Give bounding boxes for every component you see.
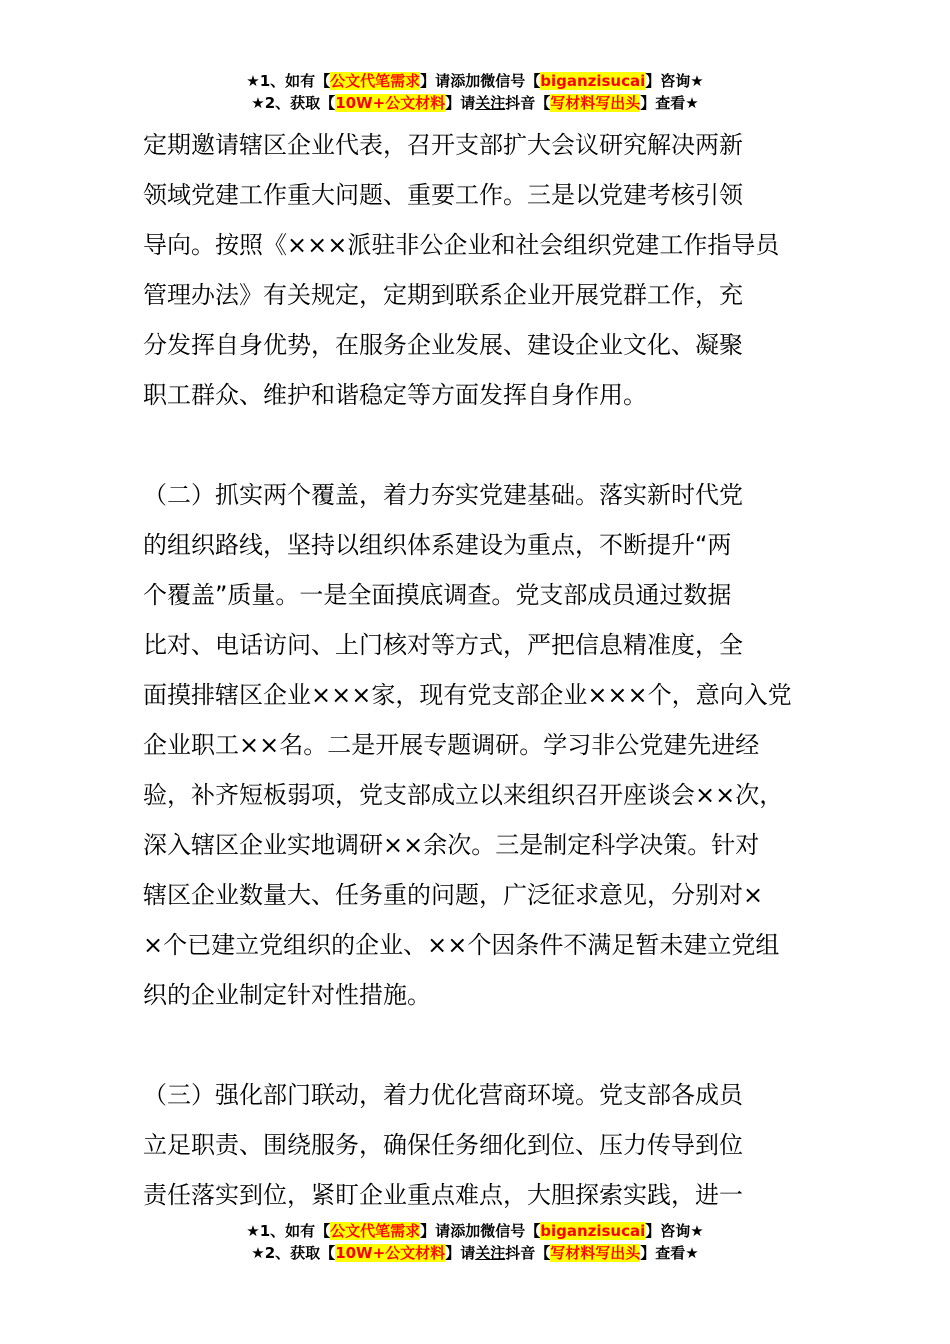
banner-text: 抖音【 [505, 1244, 551, 1262]
text-line: 辖区企业数量大、任务重的问题，广泛征求意见，分别对× [143, 881, 764, 909]
banner-highlight: 公文代笔需求 [330, 1222, 421, 1240]
banner-text: 微信号【 [480, 72, 541, 90]
text-line: （三）强化部门联动，着力优化营商环境。党支部各成员 [143, 1081, 743, 1109]
banner-text: 】咨询★ [645, 1222, 704, 1240]
paragraph-2 [143, 470, 833, 1020]
banner-highlight: 10W+公文材料 [335, 94, 446, 112]
banner-text: ★1、如有【 [246, 72, 331, 90]
text-line: 个覆盖”质量。一是全面摸底调查。党支部成员通过数据 [143, 581, 732, 609]
banner-highlight: 公文代笔需求 [330, 72, 421, 90]
banner-highlight: biganzisucai [540, 72, 646, 90]
banner-text: 】请 [445, 94, 476, 112]
banner-emphasis: 关注 [475, 1244, 506, 1262]
banner-emphasis: 添加 [450, 1222, 481, 1240]
banner-highlight: 写材料写出头 [550, 94, 641, 112]
text-line: 管理办法》有关规定，定期到联系企业开展党群工作，充 [143, 281, 743, 309]
text-line: 面摸排辖区企业×××家，现有党支部企业×××个，意向入党 [143, 681, 792, 709]
text-line: 定期邀请辖区企业代表，召开支部扩大会议研究解决两新 [143, 131, 743, 159]
text-line: 企业职工××名。二是开展专题调研。学习非公党建先进经 [143, 731, 760, 759]
text-line: 织的企业制定针对性措施。 [143, 981, 431, 1009]
banner-text: 】请 [445, 1244, 476, 1262]
banner-emphasis: 添加 [450, 72, 481, 90]
banner-emphasis: 关注 [475, 94, 506, 112]
text-line: 验，补齐短板弱项，党支部成立以来组织召开座谈会××次， [143, 781, 784, 809]
text-line: 分发挥自身优势，在服务企业发展、建设企业文化、凝聚 [143, 331, 743, 359]
banner-text: ★2、获取【 [251, 1244, 336, 1262]
text-line: 领域党建工作重大问题、重要工作。三是以党建考核引领 [143, 181, 743, 209]
banner-text: 】请 [420, 1222, 451, 1240]
paragraph-spacer [143, 420, 833, 470]
banner-text: 】查看★ [640, 94, 699, 112]
header-banner [0, 70, 950, 114]
banner-highlight: biganzisucai [540, 1222, 646, 1240]
text-line: （二）抓实两个覆盖，着力夯实党建基础。落实新时代党 [143, 481, 743, 509]
banner-highlight: 写材料写出头 [550, 1244, 641, 1262]
paragraph-1 [143, 120, 833, 420]
banner-line-2 [0, 1242, 950, 1264]
banner-line-1 [0, 1220, 950, 1242]
footer-banner [0, 1220, 950, 1264]
text-line: 深入辖区企业实地调研××余次。三是制定科学决策。针对 [143, 831, 760, 859]
document-body [143, 120, 833, 1220]
text-line: 的组织路线，坚持以组织体系建设为重点，不断提升“两 [143, 531, 732, 559]
banner-text: 微信号【 [480, 1222, 541, 1240]
text-line: 责任落实到位，紧盯企业重点难点，大胆探索实践，进一 [143, 1181, 743, 1209]
banner-text: 抖音【 [505, 94, 551, 112]
banner-text: 】咨询★ [645, 72, 704, 90]
banner-highlight: 10W+公文材料 [335, 1244, 446, 1262]
text-line: 导向。按照《×××派驻非公企业和社会组织党建工作指导员 [143, 231, 780, 259]
banner-text: ★2、获取【 [251, 94, 336, 112]
banner-line-1 [0, 70, 950, 92]
text-line: ×个已建立党组织的企业、××个因条件不满足暂未建立党组 [143, 931, 780, 959]
banner-line-2 [0, 92, 950, 114]
banner-text: 】查看★ [640, 1244, 699, 1262]
text-line: 比对、电话访问、上门核对等方式，严把信息精准度，全 [143, 631, 743, 659]
banner-text: ★1、如有【 [246, 1222, 331, 1240]
paragraph-spacer [143, 1020, 833, 1070]
banner-text: 】请 [420, 72, 451, 90]
paragraph-3 [143, 1070, 833, 1220]
text-line: 立足职责、围绕服务，确保任务细化到位、压力传导到位 [143, 1131, 743, 1159]
text-line: 职工群众、维护和谐稳定等方面发挥自身作用。 [143, 381, 647, 409]
